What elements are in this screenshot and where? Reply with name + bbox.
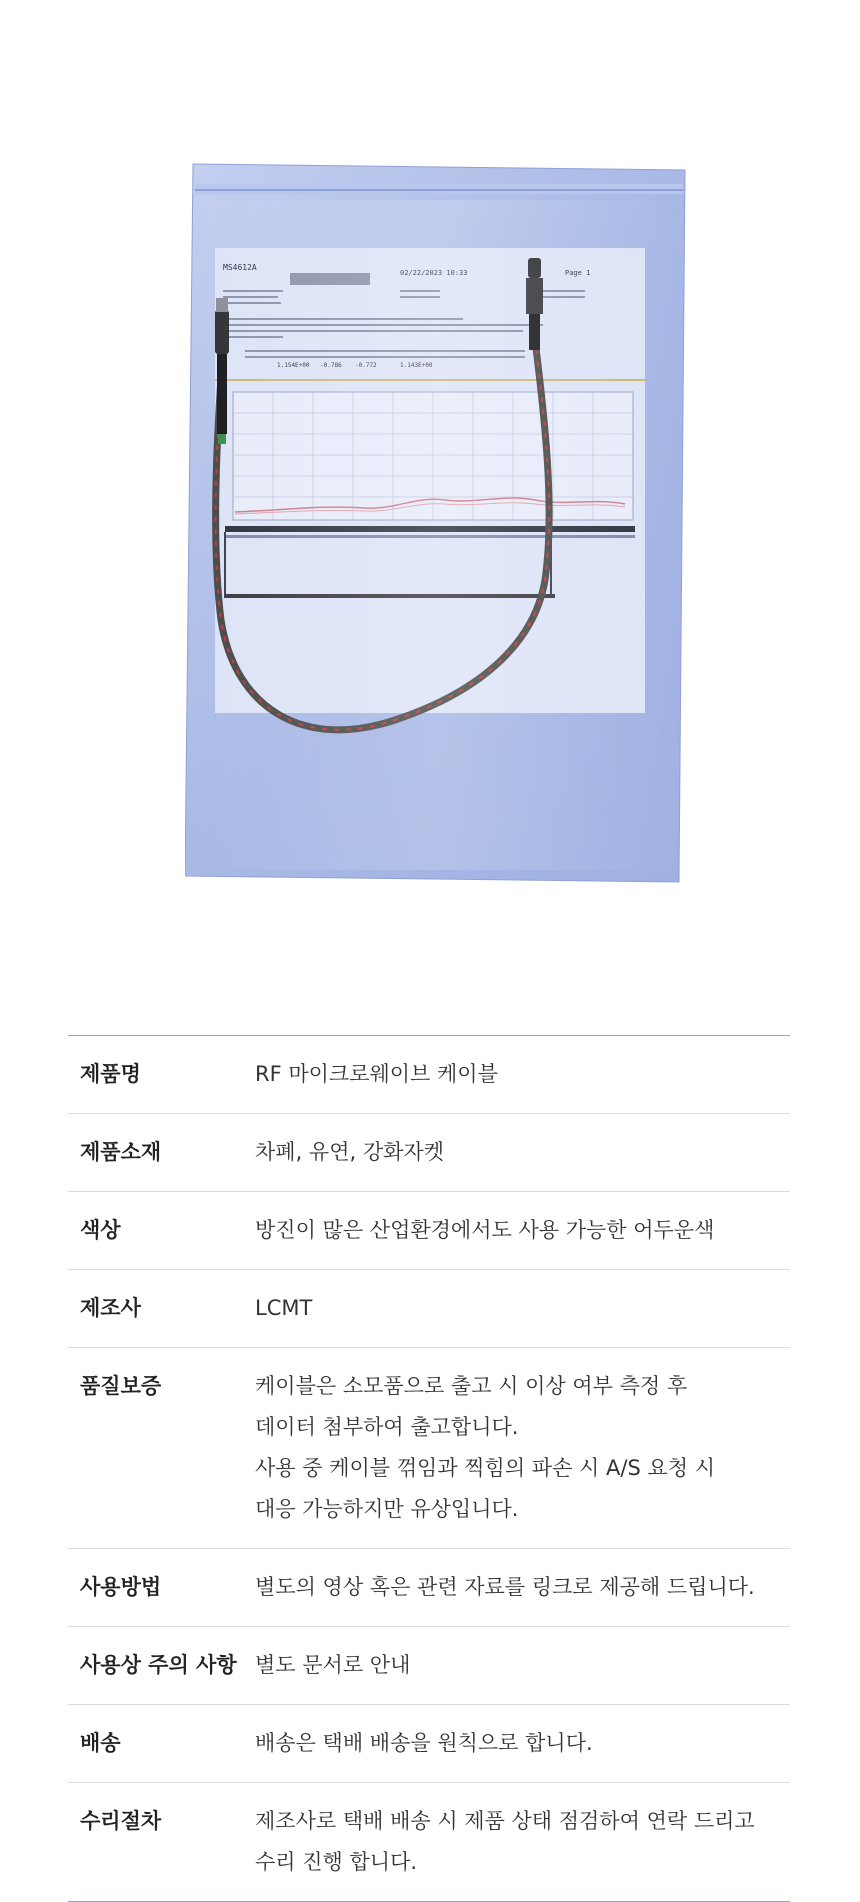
spec-label: 사용방법 [80,1575,162,1599]
spec-value [255,1210,790,1251]
spec-value [255,1645,790,1686]
spec-value-line: 케이블은 소모품으로 출고 시 이상 여부 측정 후 [255,1374,688,1398]
spec-label: 품질보증 [80,1374,162,1398]
spec-value [255,1801,790,1883]
spec-value-line: 대응 가능하지만 유상입니다. [255,1497,519,1521]
spec-value [255,1288,790,1329]
spec-value-line: 데이터 첨부하여 출고합니다. [255,1415,519,1439]
spec-value [255,1132,790,1173]
spec-row [68,1549,790,1627]
spec-row [68,1348,790,1549]
spec-value-line: 방진이 많은 산업환경에서도 사용 가능한 어두운색 [255,1218,715,1242]
spec-value [255,1366,790,1530]
spec-row [68,1114,790,1192]
spec-value-line: 수리 진행 합니다. [255,1850,418,1874]
spec-value-line: 사용 중 케이블 꺾임과 찍힘의 파손 시 A/S 요청 시 [255,1456,715,1480]
spec-row [68,1783,790,1901]
spec-value-line: RF 마이크로웨이브 케이블 [255,1062,498,1086]
spec-value-line: 별도 문서로 안내 [255,1653,411,1677]
spec-row [68,1036,790,1114]
spec-value-line: LCMT [255,1296,313,1320]
spec-value [255,1723,790,1764]
spec-label: 제품소재 [80,1140,162,1164]
packaged-cable-image [185,160,690,885]
spec-value-line: 제조사로 택배 배송 시 제품 상태 점검하여 연락 드리고 [255,1809,755,1833]
spec-label: 배송 [80,1731,121,1755]
spec-row [68,1192,790,1270]
spec-value-line: 배송은 택배 배송을 원칙으로 합니다. [255,1731,593,1755]
spec-label: 제품명 [80,1062,141,1086]
spec-label: 제조사 [80,1296,141,1320]
spec-table [68,1035,790,1902]
spec-label: 수리절차 [80,1809,162,1833]
spec-row [68,1705,790,1783]
spec-value-line: 차폐, 유연, 강화자켓 [255,1140,444,1164]
spec-value [255,1054,790,1095]
spec-value-line: 별도의 영상 혹은 관련 자료를 링크로 제공해 드립니다. [255,1575,755,1599]
spec-row [68,1270,790,1348]
spec-value [255,1567,790,1608]
spec-label: 사용상 주의 사항 [80,1653,237,1677]
spec-row [68,1627,790,1705]
spec-label: 색상 [80,1218,121,1242]
